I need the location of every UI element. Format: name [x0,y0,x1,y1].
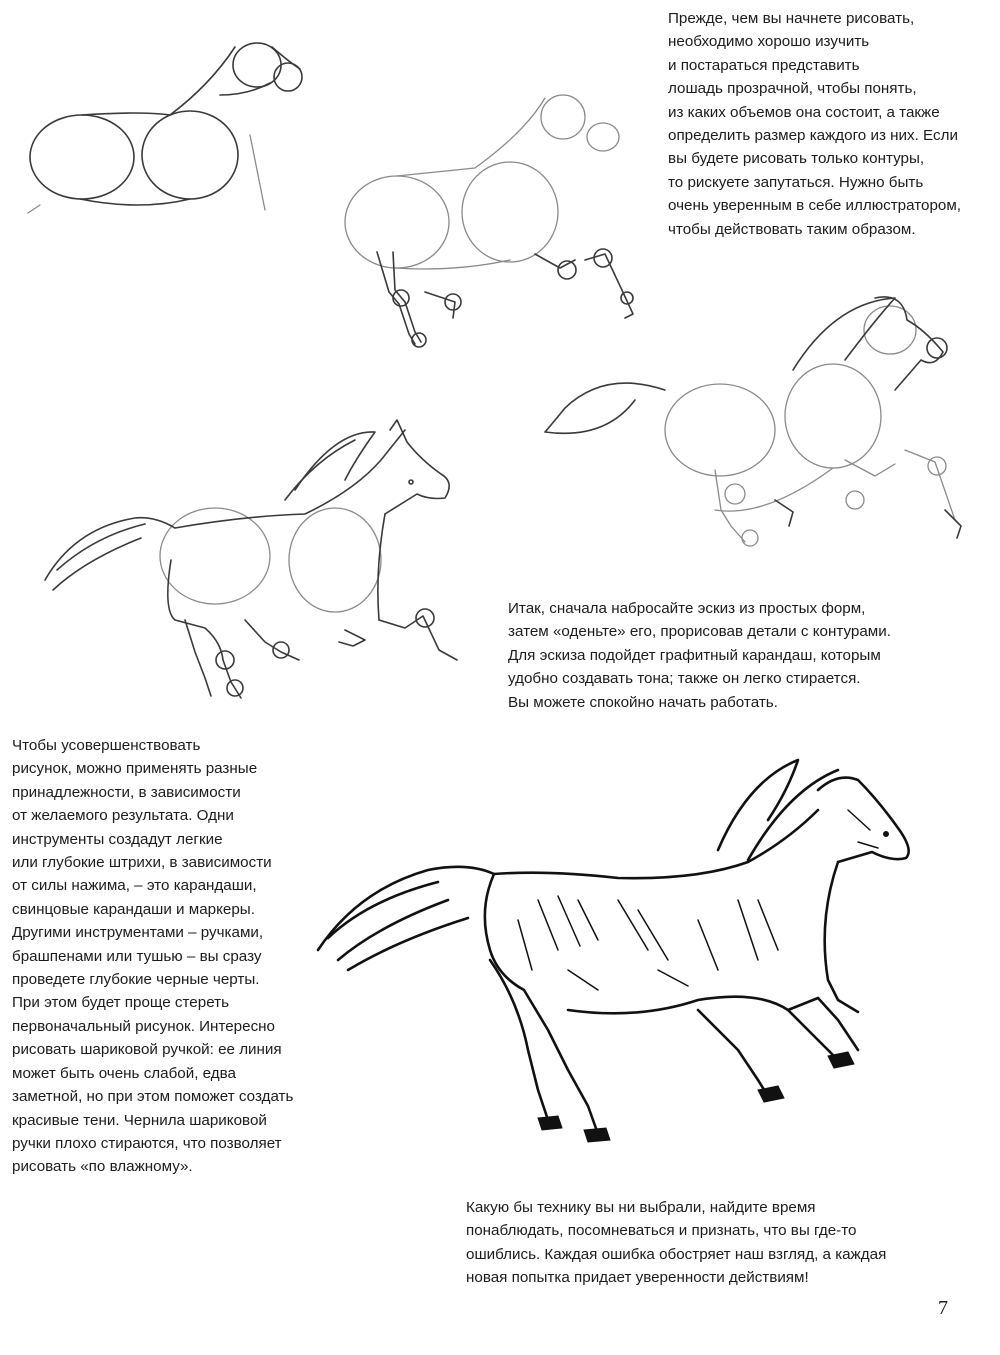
practice-paragraph: Какую бы технику вы ни выбрали, найдите время понаблюдать, посомневаться и признать, что вы где-то ошиблись. Каждая ошибка обостряет наш взгляд, а каждая новая попытка придает уверенности действиям! [466,1199,887,1287]
horse-sketch-step1 [20,35,320,215]
tools-paragraph: Чтобы усовершенствовать рисунок, можно применять разные принадлежности, в зависимости от желаемого результата. Одни инструменты создадут легкие или глубокие штрихи, в зависимости от силы нажима, – это карандаши, свинцовые карандаши и маркеры. Другими инструментами – ручками, брашпенами или тушью – вы сразу проведете глубокие черные черты. При этом будет проще стереть первоначальный рисунок. Интересно рисовать шариковой ручкой: ее линия может быть очень слабой, едва заметной, но при этом поможет создать красивые тени. Чернила шариковой ручки плохо стираются, что позволяет рисовать «по влажному». [12,737,294,1176]
horse-ink-drawing [318,750,918,1170]
horse-sketch-step3 [545,290,970,565]
page-number: 7 [938,1297,948,1319]
intro-paragraph: Прежде, чем вы начнете рисовать, необходимо хорошо изучить и постараться представить лошадь прозрачной, чтобы понять, из каких объемов она состоит, а также определить размер каждого из них. Если вы будете рисовать только контуры, то рискуете запутаться. Нужно быть очень уверенным в себе иллюстратором, чтобы действовать таким образом. [668,10,962,238]
horse-sketch-step4 [45,420,465,710]
sketch-paragraph: Итак, сначала набросайте эскиз из простых форм, затем «оденьте» его, прорисовав детали с контурами. Для эскиза подойдет графитный карандаш, которым удобно создавать тона; также он легко стирается. Вы можете спокойно начать работать. [508,600,891,711]
